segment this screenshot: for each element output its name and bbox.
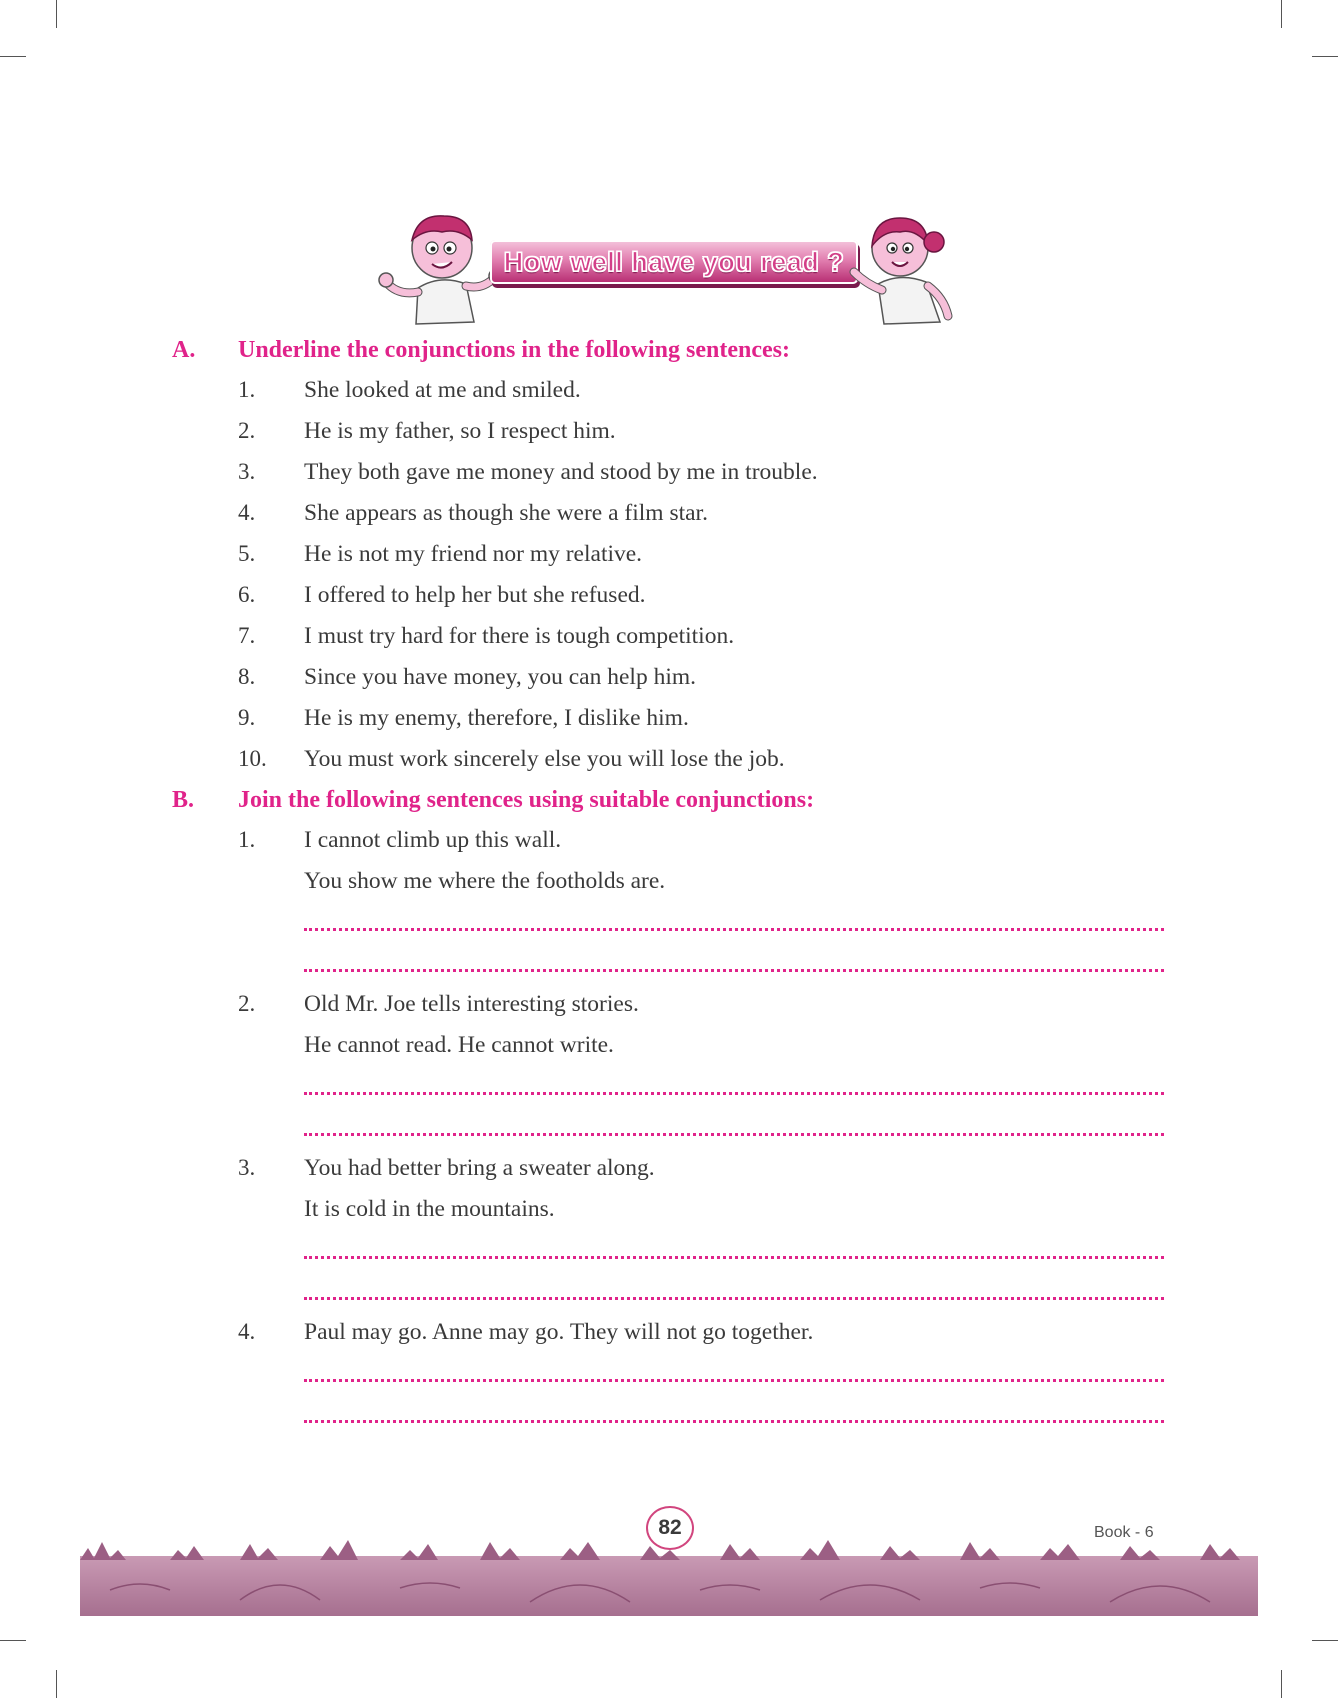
answer-line[interactable] [304,928,1164,931]
answer-line[interactable] [304,1256,1164,1259]
sentence: He is my father, so I respect him. [304,418,616,444]
section-a-label: A. [172,337,196,363]
crop-mark [56,1670,57,1698]
page-number: 82 [646,1506,694,1550]
crop-mark [1312,56,1338,57]
answer-line[interactable] [304,1379,1164,1382]
answer-line[interactable] [304,1092,1164,1095]
item-number: 9. [238,705,256,730]
sentence: He is not my friend nor my relative. [304,541,643,567]
answer-line[interactable] [304,1420,1164,1423]
sentence: He is my enemy, therefore, I dislike him. [304,705,689,731]
item-number: 4. [238,1319,256,1344]
section-a-title: Underline the conjunctions in the following sentences: [238,337,790,363]
crop-mark [0,56,26,57]
sentence: I must try hard for there is tough competition. [304,623,735,649]
section-b-title: Join the following sentences using suitable conjunctions: [238,787,815,813]
item-number: 5. [238,541,256,566]
sentence: I cannot climb up this wall. [304,827,562,853]
sentence: Paul may go. Anne may go. They will not go together. [304,1319,814,1345]
sentence: They both gave me money and stood by me in trouble. [304,459,818,485]
crop-mark [56,0,57,28]
crop-mark [1281,1670,1282,1698]
sentence: Since you have money, you can help him. [304,664,697,690]
sentence: She appears as though she were a film star. [304,500,708,526]
sentence: You had better bring a sweater along. [304,1155,655,1181]
banner-title: How well have you read ? [503,247,845,277]
item-number: 1. [238,827,256,852]
sentence: He cannot read. He cannot write. [304,1032,614,1058]
crop-mark [1281,0,1282,28]
section-banner [378,210,958,330]
sentence: She looked at me and smiled. [304,377,581,403]
sentence: It is cold in the mountains. [304,1196,555,1222]
item-number: 1. [238,377,256,402]
item-number: 4. [238,500,256,525]
crop-mark [1312,1640,1338,1641]
answer-line[interactable] [304,969,1164,972]
item-number: 3. [238,459,256,484]
crop-mark [0,1640,26,1641]
item-number: 8. [238,664,256,689]
book-label: Book - 6 [1094,1524,1154,1541]
item-number: 2. [238,418,256,443]
item-number: 3. [238,1155,256,1180]
item-number: 10. [238,746,267,771]
item-number: 2. [238,991,256,1016]
sentence: Old Mr. Joe tells interesting stories. [304,991,639,1017]
sentence: You show me where the footholds are. [304,868,666,894]
item-number: 7. [238,623,256,648]
sentence: I offered to help her but she refused. [304,582,646,608]
answer-line[interactable] [304,1297,1164,1300]
item-number: 6. [238,582,256,607]
girl-cartoon-icon [848,212,958,330]
section-b-label: B. [172,787,195,813]
sentence: You must work sincerely else you will lose the job. [304,746,785,772]
answer-line[interactable] [304,1133,1164,1136]
